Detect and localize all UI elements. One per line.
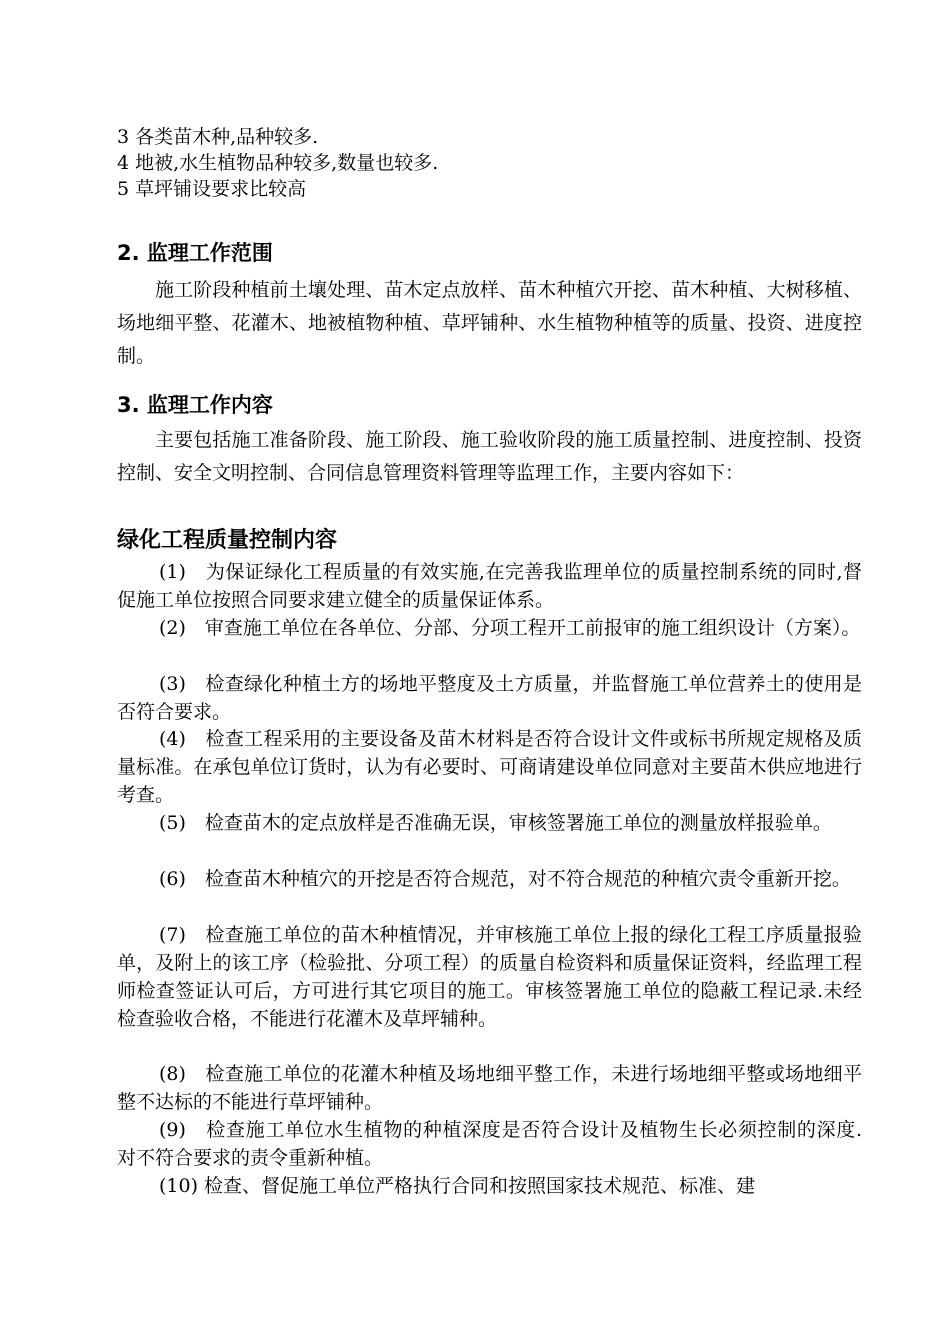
list-line-4: 4 地被,水生植物品种较多,数量也较多. xyxy=(117,152,439,174)
section-2-body: 施工阶段种植前土壤处理、苗木定点放样、苗木种植穴开挖、苗木种植、大树移植、场地细平整、花灌木、地被植物种植、草坪铺种、水生植物种植等的质量、投资、进度控制。 xyxy=(117,279,862,367)
quality-item-6: (6) 检查苗木种植穴的开挖是否符合规范，对不符合规范的种植穴责令重新开挖。 xyxy=(159,868,851,890)
list-line-3: 3 各类苗木种,品种较多. xyxy=(117,126,319,148)
quality-item-9: (9) 检查施工单位水生植物的种植深度是否符合设计及植物生长必须控制的深度. 对不符合要求的责令重新种植。 xyxy=(117,1119,862,1169)
quality-item-10: (10) 检查、督促施工单位严格执行合同和按照国家技术规范、标准、建 xyxy=(159,1175,756,1197)
quality-item-3: (3) 检查绿化种植土方的场地平整度及土方质量，并监督施工单位营养土的使用是否符合要求。 xyxy=(117,673,862,723)
list-line-5: 5 草坪铺设要求比较高 xyxy=(117,178,307,200)
quality-item-4: (4) 检查工程采用的主要设备及苗木材料是否符合设计文件或标书所规定规格及质量标准。在承包单位订货时，认为有必要时、可商请建设单位同意对主要苗木供应地进行考查。 xyxy=(117,728,862,806)
quality-control-heading: 绿化工程质量控制内容 xyxy=(117,528,338,553)
quality-item-8: (8) 检查施工单位的花灌木种植及场地细平整工作，未进行场地细平整或场地细平整不达标的不能进行草坪铺种。 xyxy=(117,1063,862,1113)
quality-item-1: (1) 为保证绿化工程质量的有效实施,在完善我监理单位的质量控制系统的同时,督促施工单位按照合同要求建立健全的质量保证体系。 xyxy=(117,561,862,611)
section-2-heading: 2. 监理工作范围 xyxy=(117,241,273,265)
quality-item-2: (2) 审查施工单位在各单位、分部、分项工程开工前报审的施工组织设计（方案）。 xyxy=(159,617,861,639)
section-3-body: 主要包括施工准备阶段、施工阶段、施工验收阶段的施工质量控制、进度控制、投资控制、安全文明控制、合同信息管理资料管理等监理工作，主要内容如下： xyxy=(117,429,862,484)
quality-item-7: (7) 检查施工单位的苗木种植情况，并审核施工单位上报的绿化工程工序质量报验单，及附上的该工序（检验批、分项工程）的质量自检资料和质量保证资料，经监理工程师检查签证认可后，方可进行其它项目的施工。审核签署施工单位的隐蔽工程记录.未经检查验收合格，不能进行花灌木及草坪辅种。 xyxy=(117,924,862,1030)
section-3-heading: 3. 监理工作内容 xyxy=(117,393,273,417)
quality-item-5: (5) 检查苗木的定点放样是否准确无误，审核签署施工单位的测量放样报验单。 xyxy=(159,812,832,834)
